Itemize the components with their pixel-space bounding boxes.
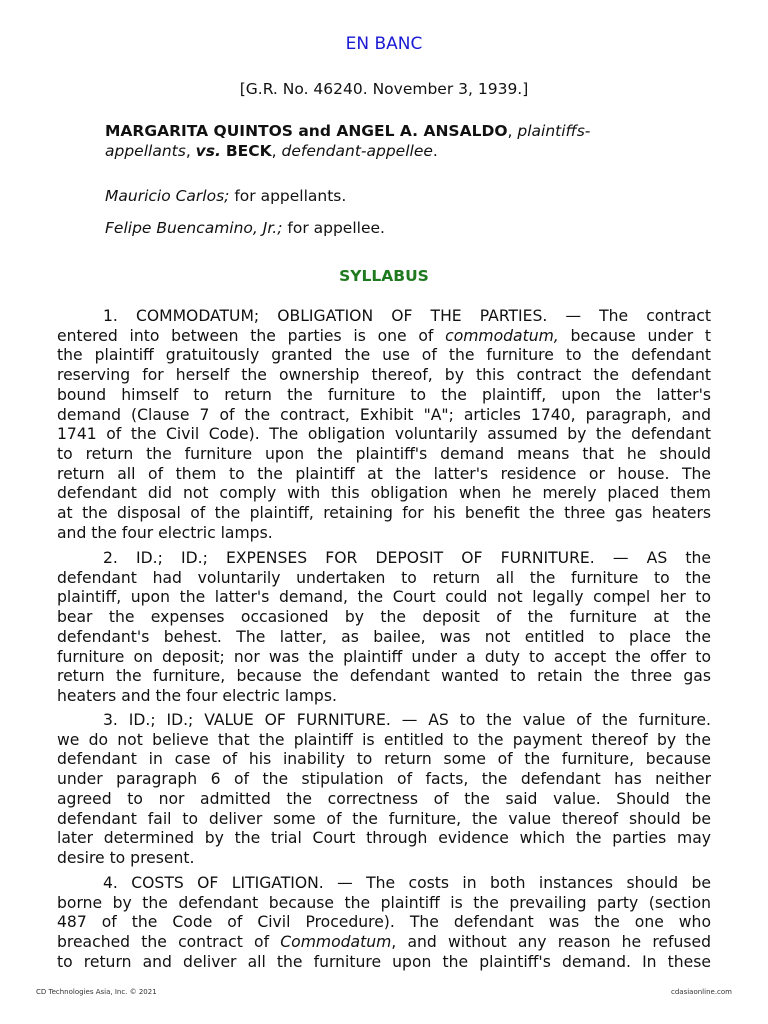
text-line: desire to present. [57,848,195,867]
text-line: defendant had voluntarily undertaken to return all the furniture to the [57,568,711,587]
text-line: to return and deliver all the furniture upon the plaintiff's demand. In these [57,952,711,971]
text-line: defendant in case of his inability to return some of the furniture, because [57,750,711,769]
text-line: furniture on deposit; nor was the plaintiff under a duty to accept the offer to [57,647,711,666]
syllabus-paragraph-1 [57,307,711,543]
case-parties: MARGARITA QUINTOS and ANGEL A. ANSALDO, plaintiffs- appellants, vs. BECK, defendant-appellee. [105,122,591,160]
defendant-name: BECK [225,142,272,160]
text-line: 3. ID.; ID.; VALUE OF FURNITURE. — AS to the value of the furniture. [103,711,711,729]
text-line: to return the furniture upon the plaintiff's demand means that he should [57,444,711,463]
syllabus-paragraph-4 [57,874,711,973]
text-line: at the disposal of the plaintiff, retaining for his benefit the three gas heaters [57,504,711,523]
text-line: reserving for herself the ownership thereof, by this contract the defendant [57,366,711,385]
versus-label: vs. [195,142,221,160]
case-citation: [G.R. No. 46240. November 3, 1939.] [239,80,529,98]
text-line: bound himself to return the furniture to the plaintiff, upon the latter's [57,385,711,404]
text-line: bear the expenses occasioned by the deposit of the furniture at the [57,608,711,627]
text-line: 487 of the Code of Civil Procedure). The defendant was the one who [57,913,711,932]
italic-term: Commodatum [280,933,392,952]
text-line: breached the contract of Commodatum, and without any reason he refused [57,933,711,952]
plaintiffs-role-1: plaintiffs- [517,122,591,140]
text-line: later determined by the trial Court through evidence which the parties may [57,829,711,848]
text-line: the plaintiff gratuitously granted the use of the furniture to the defendant [57,346,711,365]
text-line: plaintiff, upon the latter's demand, the Court could not legally compel her to [57,588,711,607]
text-line: borne by the defendant because the plaintiff is the prevailing party (section [57,893,711,912]
defendant-role: defendant-appellee [281,142,433,160]
counsel-role: for appellee. [287,219,385,237]
text-line: agreed to nor admitted the correctness of the said value. Should the [57,789,711,808]
counsel-appellants [105,187,346,207]
text-line: and the four electric lamps. [57,523,273,542]
syllabus-heading: SYLLABUS [339,267,429,285]
text-line: heaters and the four electric lamps. [57,686,337,705]
text-line: entered into between the parties is one of commodatum, because under t [57,326,711,345]
text-line: 1741 of the Civil Code). The obligation voluntarily assumed by the defendant [57,425,711,444]
counsel-name: Felipe Buencamino, Jr.; [105,219,283,237]
text-line: defendant fail to deliver some of the furniture, the value thereof should be [57,809,711,828]
division-heading: EN BANC [345,34,423,54]
text-line: defendant's behest. The latter, as bailee, was not entitled to place the [57,627,711,646]
syllabus-paragraph-2 [57,549,711,707]
text-line: 4. COSTS OF LITIGATION. — The costs in both instances should be [103,874,711,892]
text-line: return the furniture, because the defendant wanted to retain the three gas [57,667,711,686]
text-line: we do not believe that the plaintiff is entitled to the payment thereof by the [57,730,711,749]
counsel-name: Mauricio Carlos; [105,187,230,205]
counsel-appellee [105,219,385,239]
footer-copyright: CD Technologies Asia, Inc. © 2021 [36,988,157,996]
text-line: under paragraph 6 of the stipulation of facts, the defendant has neither [57,770,711,789]
text-line: demand (Clause 7 of the contract, Exhibit "A"; articles 1740, paragraph, and [57,405,711,424]
counsel-role: for appellants. [234,187,347,205]
text-line: 2. ID.; ID.; EXPENSES FOR DEPOSIT OF FURNITURE. — AS the [103,549,711,567]
text-line: 1. COMMODATUM; OBLIGATION OF THE PARTIES. — The contract [103,307,711,325]
plaintiffs-names: MARGARITA QUINTOS and ANGEL A. ANSALDO [105,122,508,140]
footer-website: cdasiaonline.com [671,988,732,996]
italic-term: commodatum, [445,326,559,345]
text-line: defendant did not comply with this obligation when he merely placed them [57,484,711,503]
syllabus-paragraph-3 [57,711,711,869]
text-line: return all of them to the plaintiff at the latter's residence or house. The [57,464,711,483]
plaintiffs-role-2: appellants [105,142,186,160]
